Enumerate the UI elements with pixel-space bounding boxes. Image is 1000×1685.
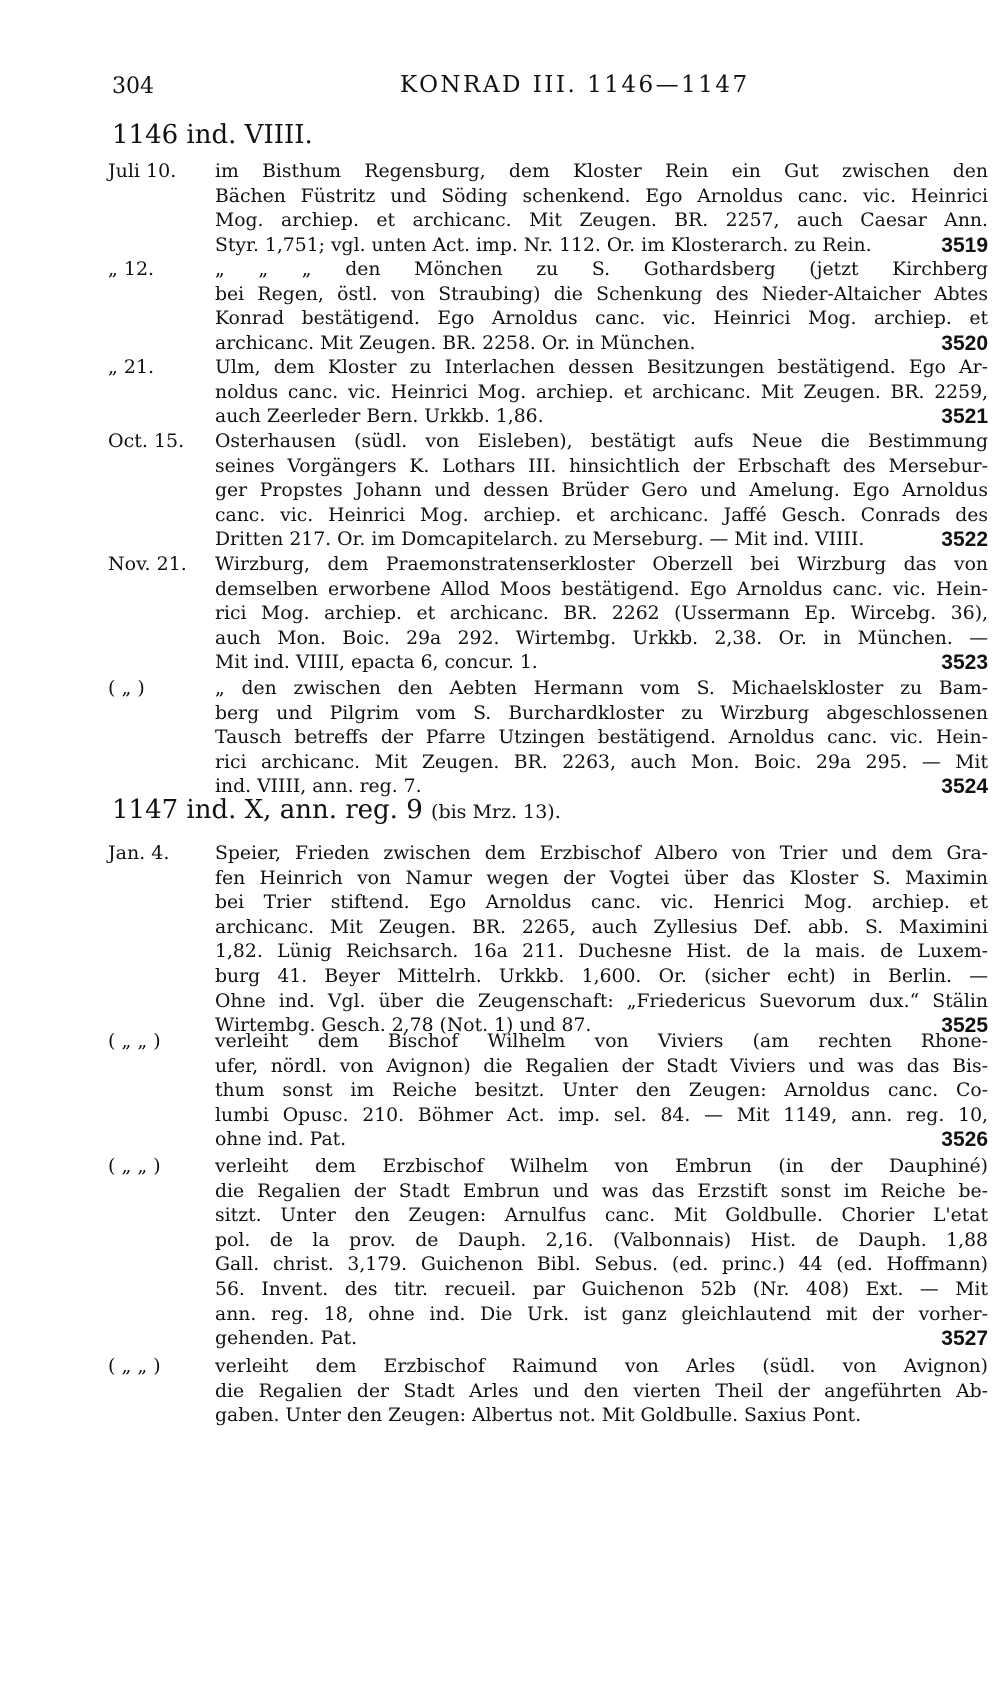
text-line: Styr. 1,751; vgl. unten Act. imp. Nr. 112. Or. im Klosterarch. zu Rein. 3519 xyxy=(215,233,988,257)
entry-date: ( „ „ ) xyxy=(108,1355,161,1377)
entry-text xyxy=(215,430,988,553)
text-line: „ „ „ den Mönchen zu S. Gothardsberg (jetzt Kirchberg xyxy=(215,259,988,280)
entry-text xyxy=(215,160,988,258)
text-line: „ den zwischen den Aebten Hermann vom S. Michaelskloster zu Bam- xyxy=(215,678,988,699)
text-line: 56. Invent. des titr. recueil. par Guichenon 52b (Nr. 408) Ext. — Mit xyxy=(215,1278,988,1300)
entry-text xyxy=(215,553,988,676)
text-line: fen Heinrich von Namur wegen der Vogtei über das Kloster S. Maximin xyxy=(215,867,988,889)
entry-text xyxy=(215,677,988,800)
text-line: Speier, Frieden zwischen dem Erzbischof Albero von Trier und dem Gra- xyxy=(215,843,988,864)
regest-number: 3522 xyxy=(941,528,988,552)
text-line: 1,82. Lünig Reichsarch. 16a 211. Duchesne Hist. de la mais. de Luxem- xyxy=(215,941,988,963)
regest-number: 3520 xyxy=(941,331,988,355)
entry-date: Juli 10. xyxy=(108,160,177,182)
entry-text xyxy=(215,1030,988,1153)
text-line: archicanc. Mit Zeugen. BR. 2258. Or. in München. 3520 xyxy=(215,331,988,355)
text-line: verleiht dem Erzbischof Raimund von Arles (südl. von Avignon) xyxy=(215,1356,988,1377)
text-line: canc. vic. Heinrici Mog. archiep. et archicanc. Jaffé Gesch. Conrads des xyxy=(215,504,988,526)
text-line: bei Regen, östl. von Straubing) die Schenkung des Nieder-Altaicher Abtes xyxy=(215,283,988,305)
text-line: auch Mon. Boic. 29a 292. Wirtembg. Urkkb. 2,38. Or. in München. — xyxy=(215,627,988,649)
text-line: gaben. Unter den Zeugen: Albertus not. Mit Goldbulle. Saxius Pont. xyxy=(215,1405,862,1427)
text-line: Dritten 217. Or. im Domcapitelarch. zu Merseburg. — Mit ind. VIIII. 3522 xyxy=(215,528,988,552)
text-line: bei Trier stiftend. Ego Arnoldus canc. vic. Henrici Mog. archiep. et xyxy=(215,892,988,914)
text-line: verleiht dem Erzbischof Wilhelm von Embrun (in der Dauphiné) xyxy=(215,1156,988,1177)
text-line: Mit ind. VIIII, epacta 6, concur. 1. 3523 xyxy=(215,651,988,675)
entry-date: ( „ „ ) xyxy=(108,1155,161,1177)
regest-number: 3526 xyxy=(941,1128,988,1152)
text-line: burg 41. Beyer Mittelrh. Urkkb. 1,600. Or. (sicher echt) in Berlin. — xyxy=(215,965,988,987)
text-line: Konrad bestätigend. Ego Arnoldus canc. vic. Heinrici Mog. archiep. et xyxy=(215,308,988,330)
text-line: die Regalien der Stadt Embrun und was das Erzstift sonst im Reiche be- xyxy=(215,1180,988,1202)
text-line: Mog. archiep. et archicanc. Mit Zeugen. BR. 2257, auch Caesar Ann. xyxy=(215,210,988,232)
entry-date: Nov. 21. xyxy=(108,553,187,575)
text-line: ohne ind. Pat. 3526 xyxy=(215,1128,988,1152)
text-line: pol. de la prov. de Dauph. 2,16. (Valbonnais) Hist. de Dauph. 1,88 xyxy=(215,1229,988,1251)
text-line: berg und Pilgrim vom S. Burchardkloster zu Wirzburg abgeschlossenen xyxy=(215,702,988,724)
regest-number: 3523 xyxy=(941,651,988,675)
text-line: Gall. christ. 3,179. Guichenon Bibl. Sebus. (ed. princ.) 44 (ed. Hoffmann) xyxy=(215,1254,988,1276)
entry-date: „ 21. xyxy=(108,356,155,378)
text-line: gehenden. Pat. 3527 xyxy=(215,1327,988,1351)
year-heading-note: (bis Mrz. 13). xyxy=(431,801,561,823)
text-line: verleiht dem Bischof Wilhelm von Viviers (am rechten Rhone- xyxy=(215,1031,988,1052)
entry-date: Oct. 15. xyxy=(108,430,185,452)
page-header xyxy=(0,66,1000,106)
text-line: seines Vorgängers K. Lothars III. hinsichtlich der Erbschaft des Mersebur- xyxy=(215,455,988,477)
text-line: lumbi Opusc. 210. Böhmer Act. imp. sel. 84. — Mit 1149, ann. reg. 10, xyxy=(215,1104,988,1126)
year-heading-main: 1147 ind. X, ann. reg. 9 xyxy=(112,795,423,825)
text-line: demselben erworbene Allod Moos bestätigend. Ego Arnoldus canc. vic. Hein- xyxy=(215,578,988,600)
text-line: Wirzburg, dem Praemonstratenserkloster Oberzell bei Wirzburg das von xyxy=(215,554,988,575)
text-line: Wirtembg. Gesch. 2,78 (Not. 1) und 87. 3525 xyxy=(215,1014,988,1038)
regest-number: 3524 xyxy=(941,775,988,799)
text-line: die Regalien der Stadt Arles und den vierten Theil der angeführten Ab- xyxy=(215,1380,988,1402)
text-line: archicanc. Mit Zeugen. BR. 2265, auch Zyllesius Def. abb. S. Maximini xyxy=(215,916,988,938)
text-line: sitzt. Unter den Zeugen: Arnulfus canc. Mit Goldbulle. Chorier L'etat xyxy=(215,1205,988,1227)
text-line: ger Propstes Johann und dessen Brüder Gero und Amelung. Ego Arnoldus xyxy=(215,480,988,502)
text-line: Ohne ind. Vgl. über die Zeugenschaft: „Friedericus Suevorum dux.“ Stälin xyxy=(215,990,988,1012)
entry-text xyxy=(215,1155,988,1352)
regest-number: 3521 xyxy=(941,405,988,429)
text-line: Osterhausen (südl. von Eisleben), bestätigt aufs Neue die Bestimmung xyxy=(215,431,988,452)
text-line: auch Zeerleder Bern. Urkkb. 1,86. 3521 xyxy=(215,405,988,429)
text-line: ufer, nördl. von Avignon) die Regalien der Stadt Viviers und was das Bis- xyxy=(215,1055,988,1077)
year-heading-1146: 1146 ind. VIIII. xyxy=(112,120,313,150)
text-line: ann. reg. 18, ohne ind. Die Urk. ist ganz gleichlautend mit der vorher- xyxy=(215,1303,988,1325)
text-line: ind. VIIII, ann. reg. 7. 3524 xyxy=(215,775,988,799)
text-line: Tausch betreffs der Pfarre Utzingen bestätigend. Arnoldus canc. vic. Hein- xyxy=(215,727,988,749)
entry-date: ( „ ) xyxy=(108,677,145,699)
text-line: thum sonst im Reiche besitzt. Unter den Zeugen: Arnoldus canc. Co- xyxy=(215,1080,988,1102)
page-number: 304 xyxy=(112,74,154,99)
entry-text xyxy=(215,842,988,1039)
regest-number: 3519 xyxy=(941,233,988,257)
entry-text xyxy=(215,1355,988,1429)
running-title: KONRAD III. 1146—1147 xyxy=(400,72,750,98)
entry-date: ( „ „ ) xyxy=(108,1030,161,1052)
text-line: Bächen Füstritz und Söding schenkend. Ego Arnoldus canc. vic. Heinrici xyxy=(215,185,988,207)
text-line: noldus canc. vic. Heinrici Mog. archiep. et archicanc. Mit Zeugen. BR. 2259, xyxy=(215,381,988,403)
regest-number: 3525 xyxy=(941,1014,988,1038)
entry-date: „ 12. xyxy=(108,258,155,280)
text-line: rici Mog. archiep. et archicanc. BR. 2262 (Ussermann Ep. Wircebg. 36), xyxy=(215,603,988,625)
entry-text xyxy=(215,356,988,430)
text-line: Ulm, dem Kloster zu Interlachen dessen Besitzungen bestätigend. Ego Ar- xyxy=(215,357,988,378)
entry-text xyxy=(215,258,988,356)
text-line: im Bisthum Regensburg, dem Kloster Rein ein Gut zwischen den xyxy=(215,161,988,182)
regest-number: 3527 xyxy=(941,1327,988,1351)
text-line: rici archicanc. Mit Zeugen. BR. 2263, auch Mon. Boic. 29a 295. — Mit xyxy=(215,751,988,773)
entry-date: Jan. 4. xyxy=(108,842,170,864)
